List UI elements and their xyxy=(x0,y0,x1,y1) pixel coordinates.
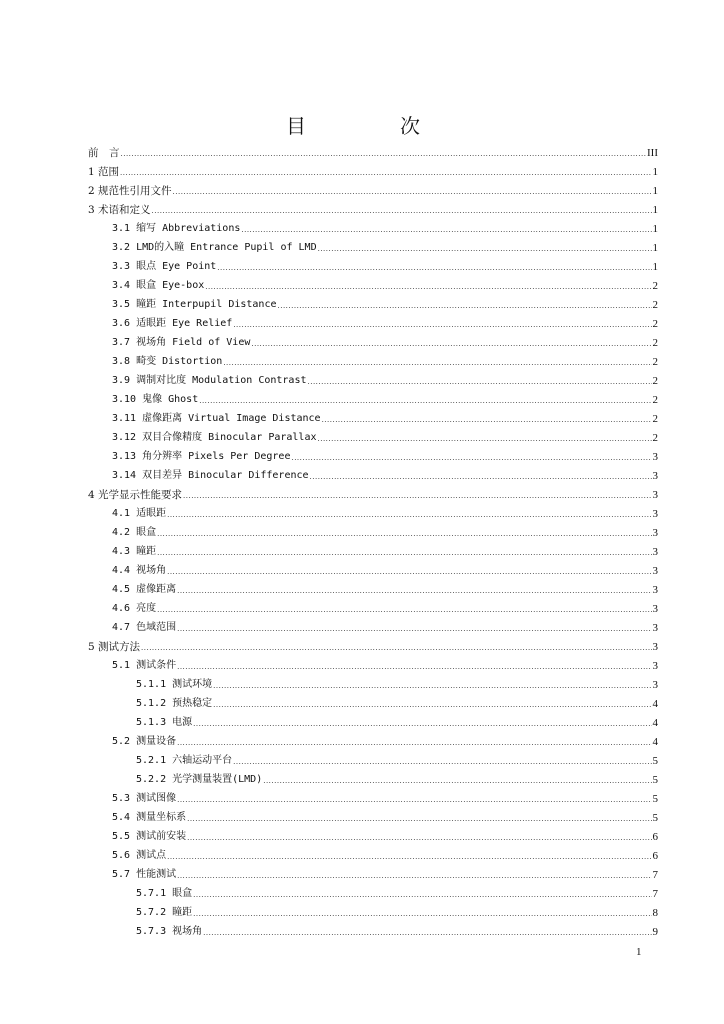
toc-entry-page: 2 xyxy=(652,299,658,311)
toc-entry-page: 2 xyxy=(652,356,658,368)
toc-entry[interactable] xyxy=(88,748,658,767)
toc-entry-page: 3 xyxy=(652,546,658,558)
toc-entry-label: 5.7 性能测试 xyxy=(112,869,177,880)
toc-entry-page: 4 xyxy=(652,736,658,748)
toc-entry-label: 2 规范性引用文件 xyxy=(88,185,172,197)
dot-leader xyxy=(177,586,651,596)
toc-entry-page: 3 xyxy=(652,508,658,520)
toc-entry-page: 2 xyxy=(652,280,658,292)
toc-entry-label: 3.6 适眼距 Eye Relief xyxy=(112,318,233,329)
toc-entry-label: 3.3 眼点 Eye Point xyxy=(112,261,217,272)
toc-entry-page: 2 xyxy=(652,375,658,387)
toc-entry-page: 3 xyxy=(652,451,658,463)
toc-entry[interactable] xyxy=(88,349,658,368)
dot-leader xyxy=(167,567,651,577)
toc-entry-label: 5.7.3 视场角 xyxy=(136,926,203,937)
toc-entry[interactable] xyxy=(88,653,658,672)
toc-entry-page: 2 xyxy=(652,337,658,349)
dot-leader xyxy=(251,339,651,349)
dot-leader xyxy=(193,909,651,919)
toc-entry[interactable] xyxy=(88,805,658,824)
toc-entry-label: 4.4 视场角 xyxy=(112,565,167,576)
toc-entry-label: 3.10 鬼像 Ghost xyxy=(112,394,199,405)
toc-entry[interactable] xyxy=(88,672,658,691)
toc-entry-page: 6 xyxy=(652,831,658,843)
toc-entry-label: 4.3 瞳距 xyxy=(112,546,157,557)
toc-entry[interactable] xyxy=(88,254,658,273)
toc-entry-label: 5.1 测试条件 xyxy=(112,660,177,671)
toc-entry-label: 5 测试方法 xyxy=(88,641,141,653)
toc-entry-page: 1 xyxy=(652,223,658,235)
toc-entry-page: III xyxy=(647,147,658,159)
dot-leader xyxy=(177,871,651,881)
dot-leader xyxy=(173,187,652,197)
dot-leader xyxy=(187,833,651,843)
toc-entry[interactable] xyxy=(88,710,658,729)
toc-entry-label: 3.5 瞳距 Interpupil Distance xyxy=(112,299,277,310)
toc-entry-label: 3.12 双目合像精度 Binocular Parallax xyxy=(112,432,317,443)
toc-title: 目 次 xyxy=(286,114,438,138)
toc-entry[interactable] xyxy=(88,159,658,178)
toc-entry[interactable] xyxy=(88,577,658,596)
toc-entry-page: 3 xyxy=(652,603,658,615)
dot-leader xyxy=(322,415,652,425)
toc-entry-page: 2 xyxy=(652,318,658,330)
toc-entry-label: 5.1.1 测试环境 xyxy=(136,679,213,690)
toc-entry-label: 3.4 眼盒 Eye-box xyxy=(112,280,205,291)
toc-entry-page: 1 xyxy=(652,185,658,197)
toc-entry-label: 3.13 角分辨率 Pixels Per Degree xyxy=(112,451,291,462)
toc-entry-page: 5 xyxy=(652,812,658,824)
dot-leader xyxy=(278,301,652,311)
toc-entry[interactable] xyxy=(88,311,658,330)
dot-leader xyxy=(193,719,651,729)
dot-leader xyxy=(233,757,651,767)
toc-entry-page: 3 xyxy=(652,565,658,577)
toc-entry[interactable] xyxy=(88,919,658,938)
toc-entry-label: 3.2 LMD的入瞳 Entrance Pupil of LMD xyxy=(112,242,317,253)
toc-entry-label: 4.2 眼盒 xyxy=(112,527,157,538)
toc-entry[interactable] xyxy=(88,539,658,558)
dot-leader xyxy=(187,814,651,824)
toc-entry-label: 5.1.2 预热稳定 xyxy=(136,698,213,709)
toc-entry[interactable] xyxy=(88,786,658,805)
dot-leader xyxy=(141,643,651,653)
toc-entry-label: 4.6 亮度 xyxy=(112,603,157,614)
toc-entry-label: 5.3 测试图像 xyxy=(112,793,177,804)
dot-leader xyxy=(177,738,651,748)
toc-entry-label: 5.1.3 电源 xyxy=(136,717,193,728)
toc-entry-page: 3 xyxy=(652,660,658,672)
toc-entry-page: 1 xyxy=(652,242,658,254)
toc-entry[interactable] xyxy=(88,292,658,311)
toc-entry-page: 3 xyxy=(652,489,658,501)
toc-entry-label: 3.9 调制对比度 Modulation Contrast xyxy=(112,375,307,386)
toc-entry[interactable] xyxy=(88,615,658,634)
dot-leader xyxy=(177,662,651,672)
dot-leader xyxy=(213,681,651,691)
dot-leader xyxy=(157,605,651,615)
dot-leader xyxy=(308,377,652,387)
toc-entry-label: 5.2.1 六轴运动平台 xyxy=(136,755,233,766)
toc-entry[interactable] xyxy=(88,387,658,406)
dot-leader xyxy=(199,396,651,406)
toc-entry[interactable] xyxy=(88,596,658,615)
toc-entry[interactable] xyxy=(88,444,658,463)
dot-leader xyxy=(213,700,651,710)
toc-entry-label: 5.2 测量设备 xyxy=(112,736,177,747)
toc-entry[interactable] xyxy=(88,558,658,577)
toc-entry-label: 5.4 测量坐标系 xyxy=(112,812,187,823)
dot-leader xyxy=(203,928,651,938)
toc-entry[interactable] xyxy=(88,178,658,197)
dot-leader xyxy=(310,472,652,482)
dot-leader xyxy=(291,453,651,463)
toc-entry-page: 3 xyxy=(652,584,658,596)
dot-leader xyxy=(167,852,651,862)
toc-entry-label: 3.8 畸变 Distortion xyxy=(112,356,223,367)
toc-entry-page: 5 xyxy=(652,774,658,786)
toc-entry[interactable] xyxy=(88,843,658,862)
toc-entry-label: 3.11 虚像距离 Virtual Image Distance xyxy=(112,413,321,424)
toc-entry-label: 3 术语和定义 xyxy=(88,204,151,216)
toc-entry-label: 5.5 测试前安装 xyxy=(112,831,187,842)
page-number: 1 xyxy=(636,946,642,958)
toc-entry[interactable] xyxy=(88,216,658,235)
dot-leader xyxy=(183,491,651,501)
toc-entry-label: 5.7.1 眼盒 xyxy=(136,888,193,899)
toc-entry-page: 3 xyxy=(652,527,658,539)
toc-entry-label: 4.5 虚像距离 xyxy=(112,584,177,595)
toc-entry[interactable] xyxy=(88,900,658,919)
toc-entry[interactable] xyxy=(88,368,658,387)
toc-entry-page: 9 xyxy=(652,926,658,938)
toc-entry-page: 5 xyxy=(652,755,658,767)
toc-entry[interactable] xyxy=(88,463,658,482)
toc-entry-label: 3.1 缩写 Abbreviations xyxy=(112,223,241,234)
toc-entry-label: 5.6 测试点 xyxy=(112,850,167,861)
toc-entry[interactable] xyxy=(88,824,658,843)
toc-entry-page: 6 xyxy=(652,850,658,862)
toc-entry-label: 5.7.2 瞳距 xyxy=(136,907,193,918)
dot-leader xyxy=(157,548,651,558)
toc-entry[interactable] xyxy=(88,197,658,216)
toc-entry-label: 3.14 双目差异 Binocular Difference xyxy=(112,470,309,481)
toc-entry-page: 1 xyxy=(652,166,658,178)
toc-entry-page: 2 xyxy=(652,413,658,425)
toc-entry-page: 5 xyxy=(652,793,658,805)
toc-entry[interactable] xyxy=(88,273,658,292)
toc-entry-page: 3 xyxy=(652,641,658,653)
toc-entry[interactable] xyxy=(88,482,658,501)
dot-leader xyxy=(120,168,651,178)
dot-leader xyxy=(157,529,651,539)
dot-leader xyxy=(177,624,651,634)
toc-entry[interactable] xyxy=(88,691,658,710)
toc-entry-page: 3 xyxy=(652,622,658,634)
dot-leader xyxy=(177,795,651,805)
dot-leader xyxy=(263,776,651,786)
toc-entry[interactable] xyxy=(88,520,658,539)
dot-leader xyxy=(217,263,651,273)
dot-leader xyxy=(318,434,652,444)
toc-entry[interactable] xyxy=(88,140,658,159)
dot-leader xyxy=(167,510,651,520)
toc-entry-page: 2 xyxy=(652,432,658,444)
dot-leader xyxy=(121,149,647,159)
toc-entry-page: 1 xyxy=(652,204,658,216)
dot-leader xyxy=(205,282,651,292)
table-of-contents xyxy=(88,140,658,938)
toc-entry-label: 4 光学显示性能要求 xyxy=(88,489,183,501)
toc-entry-page: 7 xyxy=(652,869,658,881)
toc-entry[interactable] xyxy=(88,634,658,653)
toc-entry-label: 3.7 视场角 Field of View xyxy=(112,337,251,348)
toc-entry-page: 8 xyxy=(652,907,658,919)
toc-entry[interactable] xyxy=(88,501,658,520)
toc-entry-label: 4.7 色域范围 xyxy=(112,622,177,633)
toc-entry-page: 4 xyxy=(652,698,658,710)
toc-entry[interactable] xyxy=(88,767,658,786)
toc-entry[interactable] xyxy=(88,235,658,254)
dot-leader xyxy=(233,320,651,330)
toc-entry-page: 7 xyxy=(652,888,658,900)
toc-entry[interactable] xyxy=(88,330,658,349)
toc-entry-label: 前 言 xyxy=(88,147,120,159)
toc-entry[interactable] xyxy=(88,406,658,425)
dot-leader xyxy=(152,206,652,216)
toc-entry[interactable] xyxy=(88,729,658,748)
toc-entry-page: 1 xyxy=(652,261,658,273)
toc-entry-label: 1 范围 xyxy=(88,166,120,178)
toc-entry[interactable] xyxy=(88,425,658,444)
toc-entry-label: 5.2.2 光学测量装置(LMD) xyxy=(136,774,263,785)
toc-entry-page: 4 xyxy=(652,717,658,729)
toc-entry-page: 3 xyxy=(652,470,658,482)
toc-entry[interactable] xyxy=(88,862,658,881)
toc-entry-page: 3 xyxy=(652,679,658,691)
dot-leader xyxy=(318,244,652,254)
dot-leader xyxy=(223,358,651,368)
dot-leader xyxy=(241,225,651,235)
toc-entry-label: 4.1 适眼距 xyxy=(112,508,167,519)
dot-leader xyxy=(193,890,651,900)
toc-entry[interactable] xyxy=(88,881,658,900)
toc-entry-page: 2 xyxy=(652,394,658,406)
